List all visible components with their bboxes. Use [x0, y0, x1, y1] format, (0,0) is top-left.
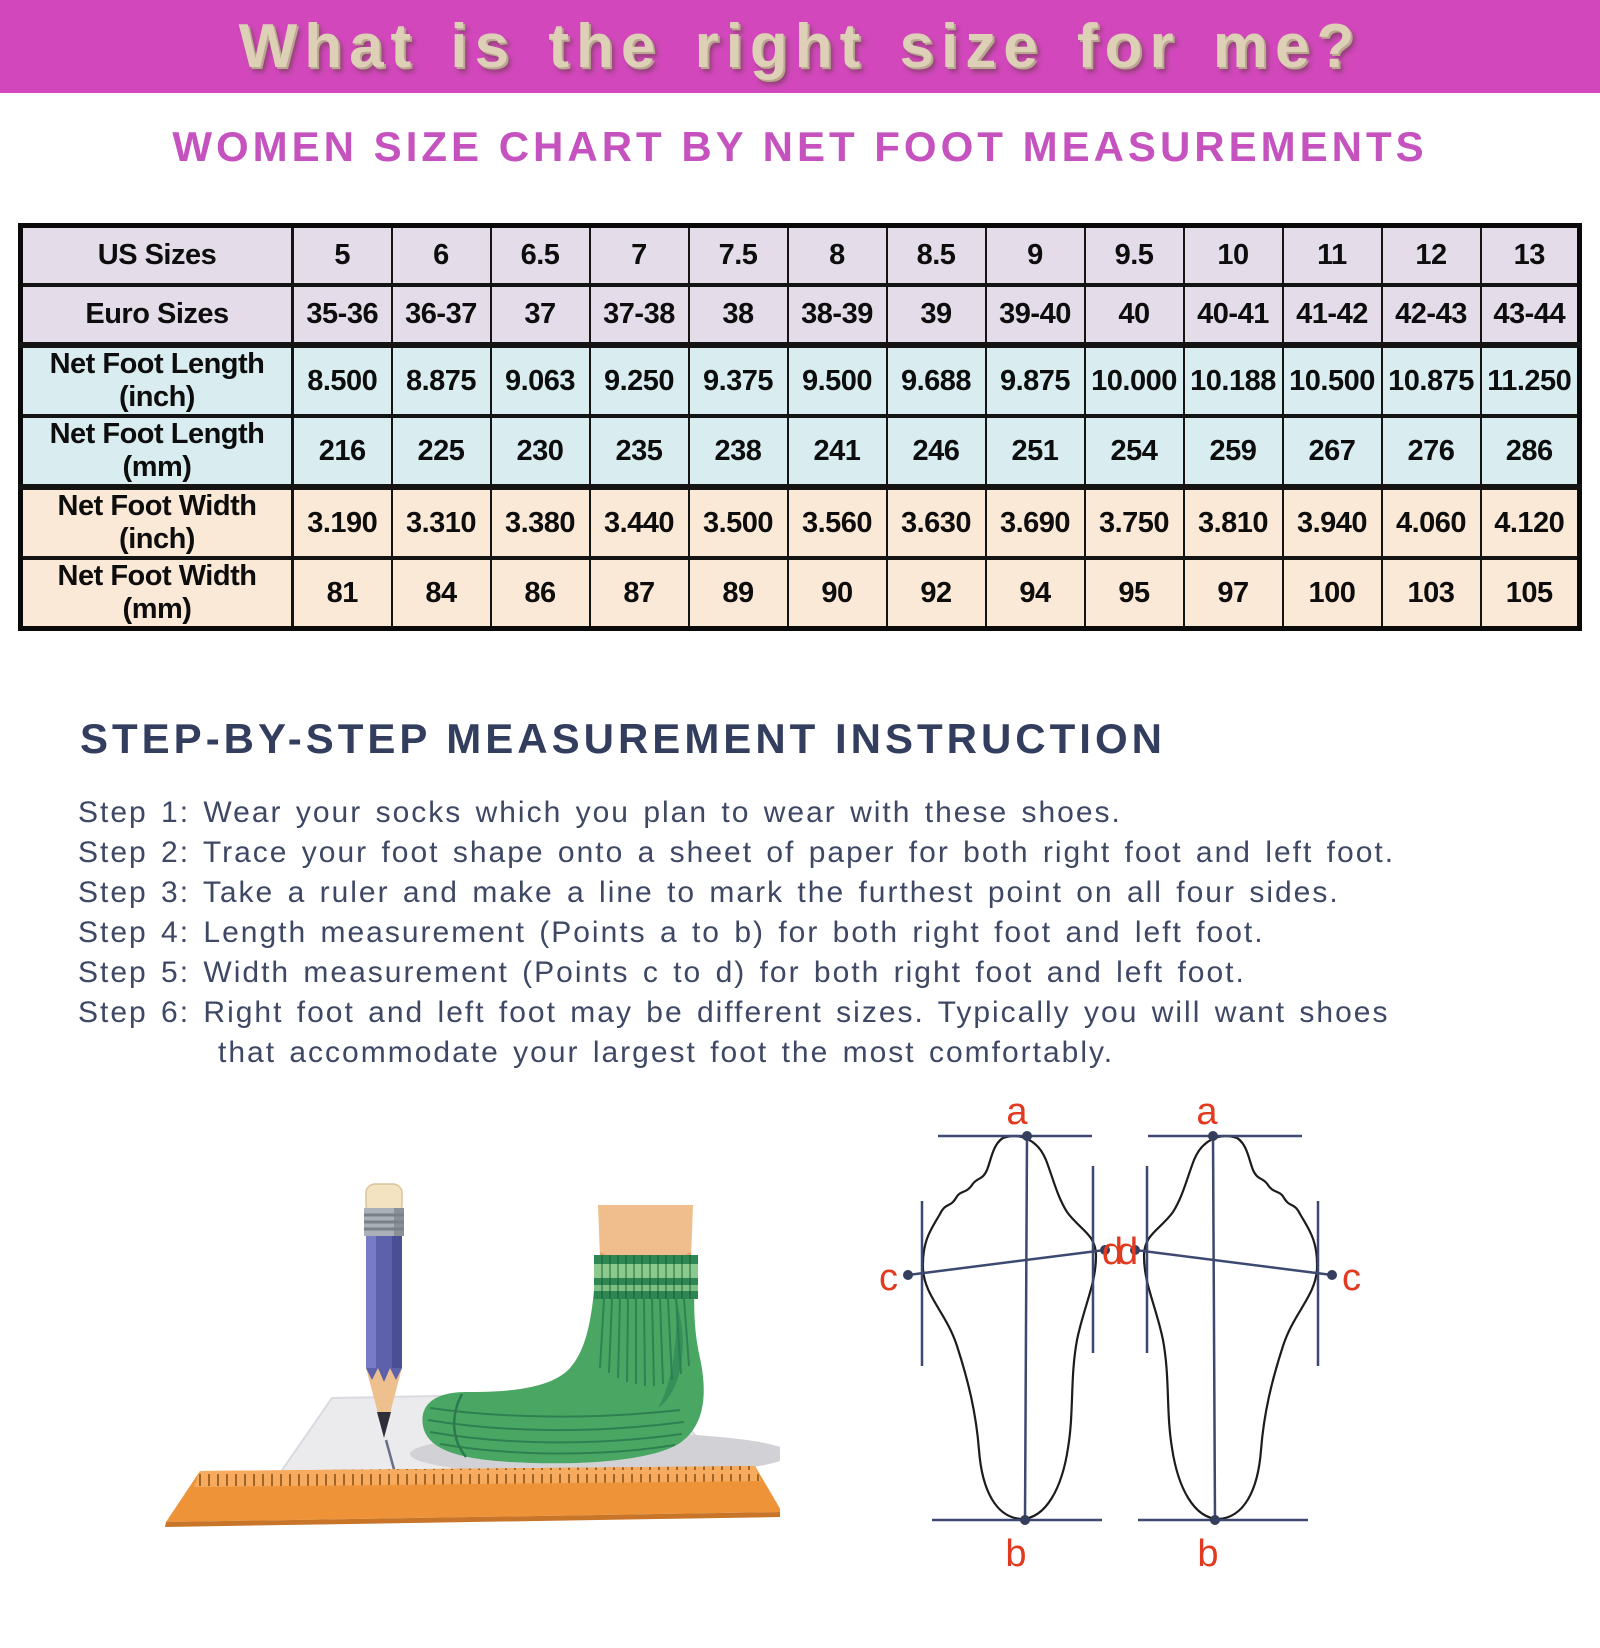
step-line: Step 4: Length measurement (Points a to b) for both right foot and left foot.: [78, 916, 1265, 949]
table-cell: 94: [986, 558, 1085, 629]
illustrations: [0, 1073, 1600, 1648]
table-cell: 36-37: [392, 285, 491, 345]
table-cell: 259: [1184, 416, 1283, 487]
chart-subtitle: WOMEN SIZE CHART BY NET FOOT MEASUREMENTS: [172, 123, 1428, 170]
table-cell: 81: [293, 558, 392, 629]
table-cell: 267: [1283, 416, 1382, 487]
size-table-body: [21, 226, 1580, 629]
point-label-b: b: [1197, 1533, 1219, 1575]
row-label: Net Foot Length (inch): [21, 345, 293, 416]
point-label-d: d: [1117, 1231, 1139, 1273]
point-label-d: d: [1101, 1231, 1123, 1273]
row-label: Net Foot Width (inch): [21, 487, 293, 558]
step-line: Step 6: Right foot and left foot may be different sizes. Typically you will want shoes: [78, 996, 1390, 1029]
table-cell: 5: [293, 226, 392, 286]
table-cell: 9.688: [887, 345, 986, 416]
foot-outline-group: [903, 1131, 1110, 1525]
table-cell: 8.875: [392, 345, 491, 416]
table-cell: 286: [1481, 416, 1580, 487]
step-line: Step 3: Take a ruler and make a line to mark the furthest point on all four sides.: [78, 876, 1340, 909]
table-cell: 12: [1382, 226, 1481, 286]
step-line: that accommodate your largest foot the most comfortably.: [218, 1036, 1115, 1069]
banner: [0, 0, 1600, 93]
table-cell: 3.500: [689, 487, 788, 558]
row-label: Net Foot Width (mm): [21, 558, 293, 629]
table-cell: 3.560: [788, 487, 887, 558]
table-cell: 8: [788, 226, 887, 286]
table-cell: 4.120: [1481, 487, 1580, 558]
table-cell: 89: [689, 558, 788, 629]
table-cell: 241: [788, 416, 887, 487]
table-cell: 6.5: [491, 226, 590, 286]
foot-measurement-diagram: [860, 1088, 1380, 1648]
table-cell: 9.250: [590, 345, 689, 416]
table-cell: 7.5: [689, 226, 788, 286]
table-cell: 10.500: [1283, 345, 1382, 416]
table-cell: 92: [887, 558, 986, 629]
table-cell: 3.810: [1184, 487, 1283, 558]
point-label-c: c: [1342, 1257, 1361, 1299]
table-row: [21, 487, 1580, 558]
table-cell: 3.310: [392, 487, 491, 558]
table-cell: 276: [1382, 416, 1481, 487]
table-cell: 3.190: [293, 487, 392, 558]
table-cell: 38: [689, 285, 788, 345]
table-cell: 84: [392, 558, 491, 629]
table-cell: 103: [1382, 558, 1481, 629]
ruler-icon: [165, 1466, 780, 1527]
table-cell: 10.188: [1184, 345, 1283, 416]
foot-tracing-illustration: [160, 1168, 780, 1533]
table-cell: 86: [491, 558, 590, 629]
table-cell: 38-39: [788, 285, 887, 345]
table-cell: 9.375: [689, 345, 788, 416]
table-cell: 10: [1184, 226, 1283, 286]
instructions-heading: STEP-BY-STEP MEASUREMENT INSTRUCTION: [80, 715, 1166, 762]
step-line: Step 2: Trace your foot shape onto a sheet of paper for both right foot and left foot.: [78, 836, 1396, 869]
table-cell: 9.500: [788, 345, 887, 416]
table-cell: 39: [887, 285, 986, 345]
row-label: US Sizes: [21, 226, 293, 286]
table-row: [21, 345, 1580, 416]
table-cell: 7: [590, 226, 689, 286]
table-cell: 40-41: [1184, 285, 1283, 345]
table-row: [21, 226, 1580, 286]
table-cell: 10.000: [1085, 345, 1184, 416]
table-cell: 87: [590, 558, 689, 629]
table-cell: 41-42: [1283, 285, 1382, 345]
row-label: Net Foot Length (mm): [21, 416, 293, 487]
sock-icon: [422, 1205, 703, 1463]
table-cell: 6: [392, 226, 491, 286]
table-cell: 37: [491, 285, 590, 345]
table-cell: 9.063: [491, 345, 590, 416]
table-cell: 10.875: [1382, 345, 1481, 416]
table-cell: 230: [491, 416, 590, 487]
table-cell: 37-38: [590, 285, 689, 345]
page-title: What is the right size for me?: [238, 12, 1362, 81]
table-cell: 11.250: [1481, 345, 1580, 416]
table-cell: 100: [1283, 558, 1382, 629]
table-cell: 97: [1184, 558, 1283, 629]
table-cell: 246: [887, 416, 986, 487]
step-line: Step 1: Wear your socks which you plan to wear with these shoes.: [78, 796, 1122, 829]
table-cell: 8.5: [887, 226, 986, 286]
table-cell: 9.5: [1085, 226, 1184, 286]
table-cell: 3.690: [986, 487, 1085, 558]
table-cell: 3.380: [491, 487, 590, 558]
table-cell: 43-44: [1481, 285, 1580, 345]
table-cell: 216: [293, 416, 392, 487]
size-table: [18, 223, 1582, 631]
steps-list: [78, 793, 1600, 1073]
table-cell: 3.940: [1283, 487, 1382, 558]
table-cell: 9.875: [986, 345, 1085, 416]
table-cell: 4.060: [1382, 487, 1481, 558]
table-cell: 3.440: [590, 487, 689, 558]
table-cell: 39-40: [986, 285, 1085, 345]
table-cell: 251: [986, 416, 1085, 487]
table-row: [21, 416, 1580, 487]
table-cell: 11: [1283, 226, 1382, 286]
table-row: [21, 558, 1580, 629]
table-cell: 225: [392, 416, 491, 487]
row-label: Euro Sizes: [21, 285, 293, 345]
point-label-a: a: [1196, 1091, 1218, 1133]
point-label-c: c: [879, 1257, 898, 1299]
table-cell: 35-36: [293, 285, 392, 345]
table-cell: 40: [1085, 285, 1184, 345]
table-cell: 90: [788, 558, 887, 629]
point-label-a: a: [1006, 1091, 1028, 1133]
step-line: Step 5: Width measurement (Points c to d) for both right foot and left foot.: [78, 956, 1246, 989]
table-row: [21, 285, 1580, 345]
table-cell: 3.750: [1085, 487, 1184, 558]
table-cell: 8.500: [293, 345, 392, 416]
table-cell: 238: [689, 416, 788, 487]
table-cell: 105: [1481, 558, 1580, 629]
point-label-b: b: [1005, 1533, 1027, 1575]
table-cell: 13: [1481, 226, 1580, 286]
table-cell: 254: [1085, 416, 1184, 487]
table-cell: 235: [590, 416, 689, 487]
table-cell: 95: [1085, 558, 1184, 629]
table-cell: 42-43: [1382, 285, 1481, 345]
table-cell: 9: [986, 226, 1085, 286]
table-cell: 3.630: [887, 487, 986, 558]
